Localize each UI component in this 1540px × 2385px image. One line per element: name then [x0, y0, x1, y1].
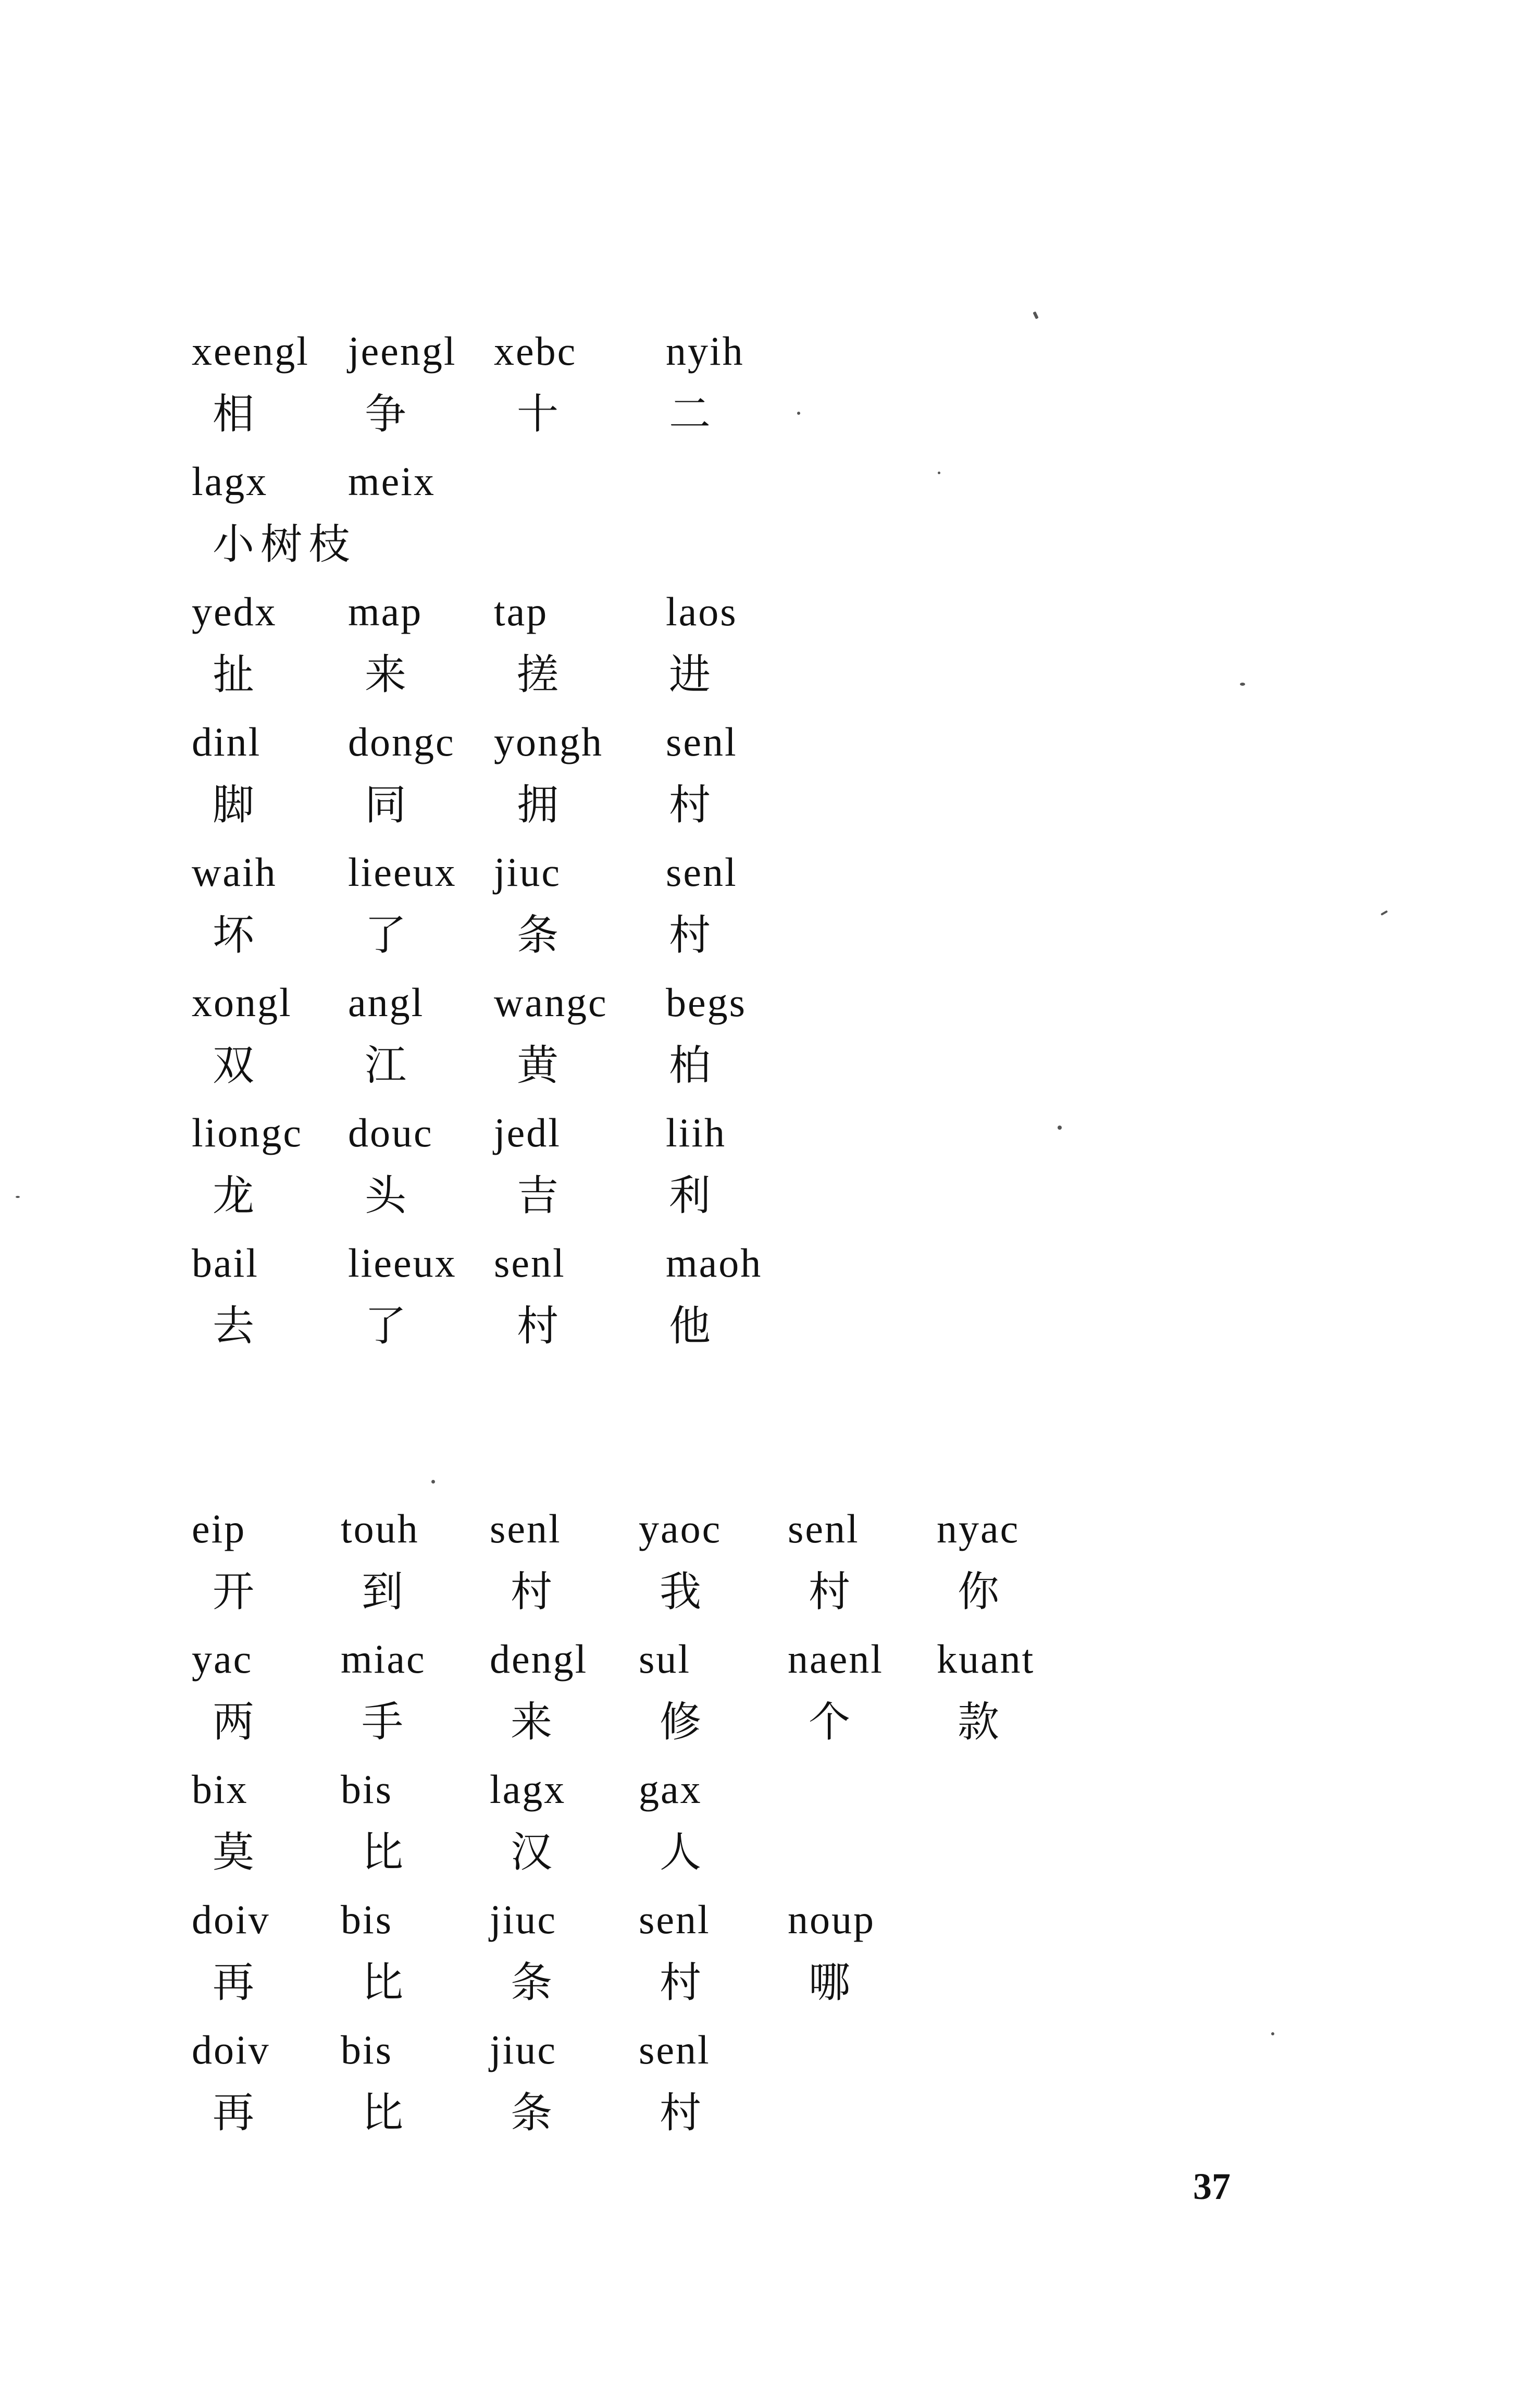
- gloss: 拥: [517, 781, 558, 829]
- romanized-line: [192, 2009, 1107, 2073]
- word: lieeux: [348, 1240, 457, 1286]
- gloss: 村: [660, 2089, 701, 2137]
- word: senl: [639, 2027, 711, 2072]
- word: maoh: [666, 1240, 763, 1286]
- chinese-gloss-line: [192, 635, 821, 701]
- gloss: 来: [365, 650, 406, 699]
- scan-speck: [16, 1196, 20, 1198]
- gloss: 双: [213, 1041, 254, 1090]
- scan-speck: [938, 472, 940, 474]
- word: nyac: [937, 1506, 1020, 1551]
- gloss: 你: [958, 1567, 999, 1616]
- gloss: 同: [365, 781, 406, 829]
- romanized-line: [192, 1092, 821, 1156]
- gloss: 村: [511, 1567, 552, 1616]
- gloss: 脚: [213, 781, 254, 829]
- chinese-gloss-line: [192, 1026, 821, 1092]
- gloss: 汉: [511, 1828, 552, 1876]
- gloss: 两: [213, 1698, 254, 1746]
- gloss: 坏: [213, 911, 254, 959]
- gloss: 人: [660, 1828, 701, 1876]
- gloss: 他: [669, 1302, 711, 1350]
- gloss: 个: [809, 1698, 850, 1746]
- word: senl: [788, 1506, 860, 1551]
- word: senl: [494, 1240, 566, 1286]
- stanza-2: [192, 1488, 1107, 2139]
- romanized-line: [192, 571, 821, 635]
- word: yongh: [494, 719, 603, 764]
- word: jiuc: [490, 1897, 557, 1942]
- word: lieeux: [348, 849, 457, 895]
- word: doiv: [192, 1897, 270, 1942]
- word: eip: [192, 1506, 246, 1551]
- chinese-gloss-line: [192, 1156, 821, 1222]
- chinese-gloss-line: [192, 1683, 1107, 1748]
- gloss: 到: [362, 1567, 403, 1616]
- gloss: 进: [669, 650, 711, 699]
- romanized-line: [192, 310, 821, 375]
- gloss: 再: [213, 2089, 254, 2137]
- word: lagx: [490, 1766, 566, 1812]
- word: bix: [192, 1766, 249, 1812]
- word: bis: [341, 1766, 393, 1812]
- gloss: 比: [362, 1958, 403, 2007]
- word: xeengl: [192, 328, 309, 374]
- romanized-line: [192, 1748, 1107, 1813]
- gloss: 去: [213, 1302, 254, 1350]
- word: yedx: [192, 589, 277, 634]
- gloss: 比: [362, 1828, 403, 1876]
- gloss: 比: [362, 2089, 403, 2137]
- word: bis: [341, 1897, 393, 1942]
- chinese-gloss-line: [192, 1552, 1107, 1618]
- gloss: 了: [365, 911, 406, 959]
- gloss: 争: [365, 390, 406, 438]
- gloss: 来: [511, 1698, 552, 1746]
- scan-speck: [1058, 1126, 1062, 1130]
- word: dengl: [490, 1636, 588, 1682]
- word: jeengl: [348, 328, 457, 374]
- word: bail: [192, 1240, 259, 1286]
- word: angl: [348, 980, 425, 1025]
- scan-speck: [1381, 910, 1388, 916]
- romanized-line: [192, 440, 821, 505]
- word: kuant: [937, 1636, 1035, 1682]
- gloss: 我: [660, 1567, 701, 1616]
- gloss: 吉: [517, 1171, 558, 1220]
- romanized-line: [192, 701, 821, 765]
- word: bis: [341, 2027, 393, 2072]
- word: doiv: [192, 2027, 270, 2072]
- word: senl: [490, 1506, 562, 1551]
- gloss: 村: [669, 781, 711, 829]
- chinese-gloss-line: [192, 1287, 821, 1352]
- word: dinl: [192, 719, 262, 764]
- word: waih: [192, 849, 277, 895]
- word: map: [348, 589, 423, 634]
- word: nyih: [666, 328, 744, 374]
- word: miac: [341, 1636, 426, 1682]
- chinese-gloss-line: [192, 375, 821, 440]
- gloss: 搓: [517, 650, 558, 699]
- chinese-gloss-line: [192, 896, 821, 961]
- word: wangc: [494, 980, 608, 1025]
- scan-speck: [1271, 2032, 1274, 2035]
- gloss: 二: [669, 390, 711, 438]
- gloss: 利: [669, 1171, 711, 1220]
- chinese-gloss-line: [192, 2073, 1107, 2139]
- gloss: 条: [511, 1958, 552, 2007]
- word: xebc: [494, 328, 577, 374]
- word: yac: [192, 1636, 253, 1682]
- romanized-line: [192, 1488, 1107, 1552]
- gloss: 款: [958, 1698, 999, 1746]
- word: senl: [639, 1897, 711, 1942]
- gloss: 手: [362, 1698, 403, 1746]
- gloss: 柏: [669, 1041, 711, 1090]
- word: touh: [341, 1506, 419, 1551]
- chinese-gloss-line: [192, 1813, 1107, 1879]
- scan-speck: [431, 1480, 435, 1484]
- gloss: 村: [517, 1302, 558, 1350]
- word: sul: [639, 1636, 691, 1682]
- gloss: 黄: [517, 1041, 558, 1090]
- gloss: 头: [365, 1171, 406, 1220]
- scan-speck: [797, 412, 800, 415]
- stanza-1: [192, 310, 821, 1352]
- word: noup: [788, 1897, 875, 1942]
- romanized-line: [192, 1879, 1107, 1943]
- scan-speck: [1240, 683, 1245, 686]
- word: laos: [666, 589, 738, 634]
- gloss: 小树枝: [213, 520, 356, 569]
- gloss: 村: [660, 1958, 701, 2007]
- gloss: 龙: [213, 1171, 254, 1220]
- word: jedl: [494, 1110, 561, 1155]
- gloss: 修: [660, 1698, 701, 1746]
- word: douc: [348, 1110, 433, 1155]
- gloss: 村: [809, 1567, 850, 1616]
- gloss: 了: [365, 1302, 406, 1350]
- word: naenl: [788, 1636, 884, 1682]
- word: yaoc: [639, 1506, 722, 1551]
- scan-speck: [1033, 311, 1038, 319]
- page-number: 37: [1193, 2166, 1231, 2207]
- gloss: 再: [213, 1958, 254, 2007]
- gloss: 江: [365, 1041, 406, 1090]
- chinese-gloss-line: [192, 505, 821, 571]
- gloss: 扯: [213, 650, 254, 699]
- gloss: 开: [213, 1567, 254, 1616]
- word: jiuc: [490, 2027, 557, 2072]
- word: liih: [666, 1110, 727, 1155]
- word: gax: [639, 1766, 702, 1812]
- chinese-gloss-line: [192, 1943, 1107, 2009]
- gloss: 条: [517, 911, 558, 959]
- gloss: 莫: [213, 1828, 254, 1876]
- word: meix: [348, 459, 436, 504]
- gloss: 十: [517, 390, 558, 438]
- word: dongc: [348, 719, 455, 764]
- gloss: 哪: [809, 1958, 850, 2007]
- word: xongl: [192, 980, 292, 1025]
- word: jiuc: [494, 849, 561, 895]
- gloss: 条: [511, 2089, 552, 2137]
- romanized-line: [192, 1618, 1107, 1683]
- romanized-line: [192, 961, 821, 1026]
- gloss: 相: [213, 390, 254, 438]
- romanized-line: [192, 831, 821, 896]
- romanized-line: [192, 1222, 821, 1287]
- word: liongc: [192, 1110, 303, 1155]
- gloss: 村: [669, 911, 711, 959]
- word: begs: [666, 980, 747, 1025]
- word: senl: [666, 849, 738, 895]
- chinese-gloss-line: [192, 765, 821, 831]
- word: tap: [494, 589, 549, 634]
- word: lagx: [192, 459, 268, 504]
- word: senl: [666, 719, 738, 764]
